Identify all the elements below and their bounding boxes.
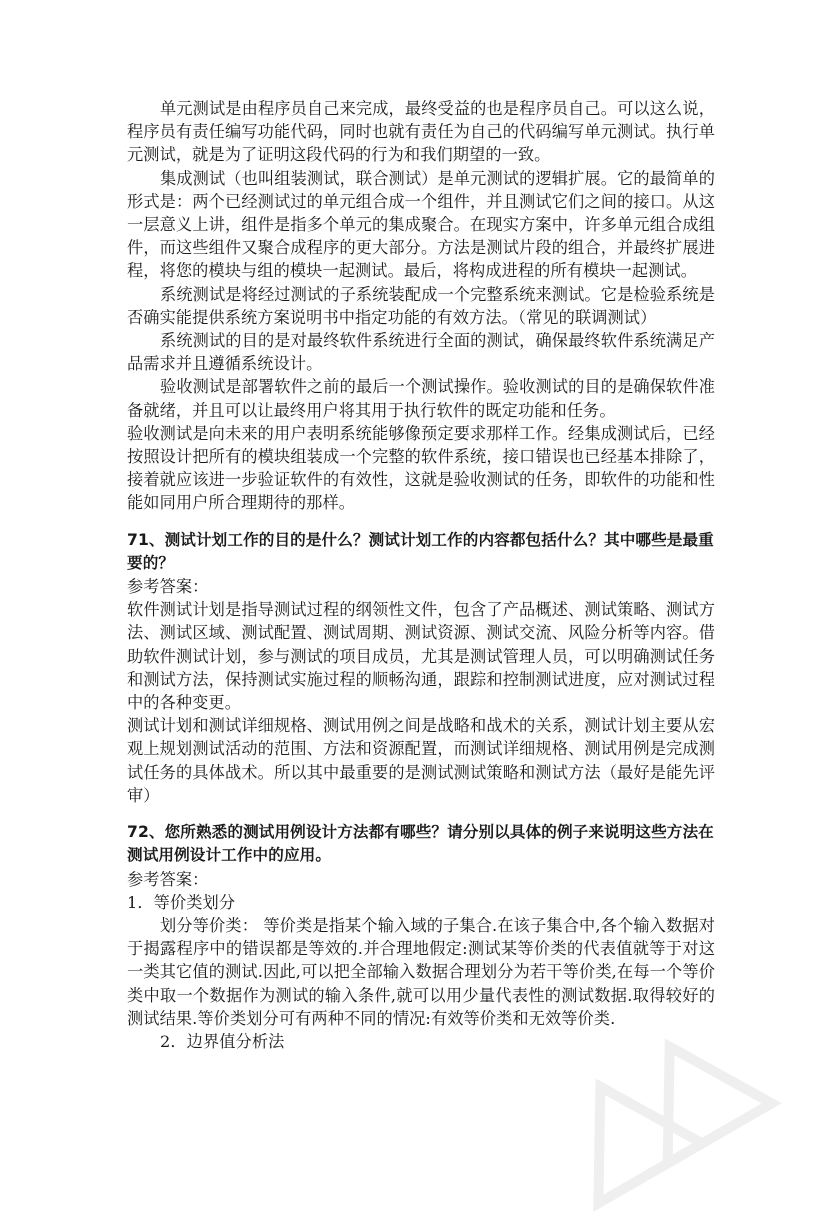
question-72-item-2-heading: 2．边界值分析法 — [160, 1031, 285, 1051]
paragraph-system-testing-purpose: 系统测试的目的是对最终软件系统进行全面的测试，确保最终软件系统满足产品需求并且遵循系统设计。 — [127, 331, 715, 374]
paragraph-unit-testing: 单元测试是由程序员自己来完成，最终受益的也是程序员自己。可以这么说，程序员有责任编写功能代码，同时也就有责任为自己的代码编写单元测试。执行单元测试，就是为了证明这段代码的行为和我们期望的一致。 — [127, 99, 715, 165]
question-72-item-1-heading: 1．等价类划分 — [127, 892, 236, 912]
document-content — [127, 97, 715, 1053]
paragraph-system-testing: 系统测试是将经过测试的子系统装配成一个完整系统来测试。它是检验系统是否确实能提供系统方案说明书中指定功能的有效方法。（常见的联调测试） — [127, 284, 715, 327]
paragraph-acceptance-testing: 验收测试是部署软件之前的最后一个测试操作。验收测试的目的是确保软件准备就绪，并且可以让最终用户将其用于执行软件的既定功能和任务。 — [127, 377, 715, 420]
question-71-answer-paragraph-1: 软件测试计划是指导测试过程的纲领性文件，包含了产品概述、测试策略、测试方法、测试区域、测试配置、测试周期、测试资源、测试交流、风险分析等内容。借助软件测试计划，参与测试的项目成员，尤其是测试管理人员，可以明确测试任务和测试方法，保持测试实施过程的顺畅沟通，跟踪和控制测试进度，应对测试过程中的各种变更。 — [127, 600, 715, 713]
paragraph-integration-testing: 集成测试（也叫组装测试，联合测试）是单元测试的逻辑扩展。它的最简单的形式是：两个已经测试过的单元组合成一个组件，并且测试它们之间的接口。从这一层意义上讲，组件是指多个单元的集成聚合。在现实方案中，许多单元组合成组件，而这些组件又聚合成程序的更大部分。方法是测试片段的组合，并最终扩展进程，将您的模块与组的模块一起测试。最后，将构成进程的所有模块一起测试。 — [127, 168, 715, 281]
question-71-title: 71、测试计划工作的目的是什么？测试计划工作的内容都包括什么？其中哪些是最重要的？ — [127, 530, 714, 572]
question-71-answer-label: 参考答案： — [127, 577, 209, 597]
question-72-answer-label: 参考答案： — [127, 869, 209, 889]
question-71-answer-paragraph-2: 测试计划和测试详细规格、测试用例之间是战略和战术的关系，测试计划主要从宏观上规划测试活动的范围、方法和资源配置，而测试详细规格、测试用例是完成测试任务的具体战术。所以其中最重要的是测试测试策略和测试方法（最好是能先评审） — [127, 716, 715, 805]
question-72-item-1-text: 划分等价类： 等价类是指某个输入域的子集合.在该子集合中,各个输入数据对于揭露程序中的错误都是等效的.并合理地假定:测试某等价类的代表值就等于对这一类其它值的测试.因此,可以把全部输入数据合理划分为若干等价类,在每一个等价类中取一个数据作为测试的输入条件,就可以用少量代表性的测试数据.取得较好的测试结果.等价类划分可有两种不同的情况:有效等价类和无效等价类. — [127, 915, 715, 1028]
paragraph-acceptance-testing-detail: 验收测试是向未来的用户表明系统能够像预定要求那样工作。经集成测试后，已经按照设计把所有的模块组装成一个完整的软件系统，接口错误也已经基本排除了，接着就应该进一步验证软件的有效性，这就是验收测试的任务，即软件的功能和性能如同用户所合理期待的那样。 — [127, 423, 715, 513]
question-72-title: 72、您所熟悉的测试用例设计方法都有哪些？请分别以具体的例子来说明这些方法在测试用例设计工作中的应用。 — [127, 823, 714, 865]
